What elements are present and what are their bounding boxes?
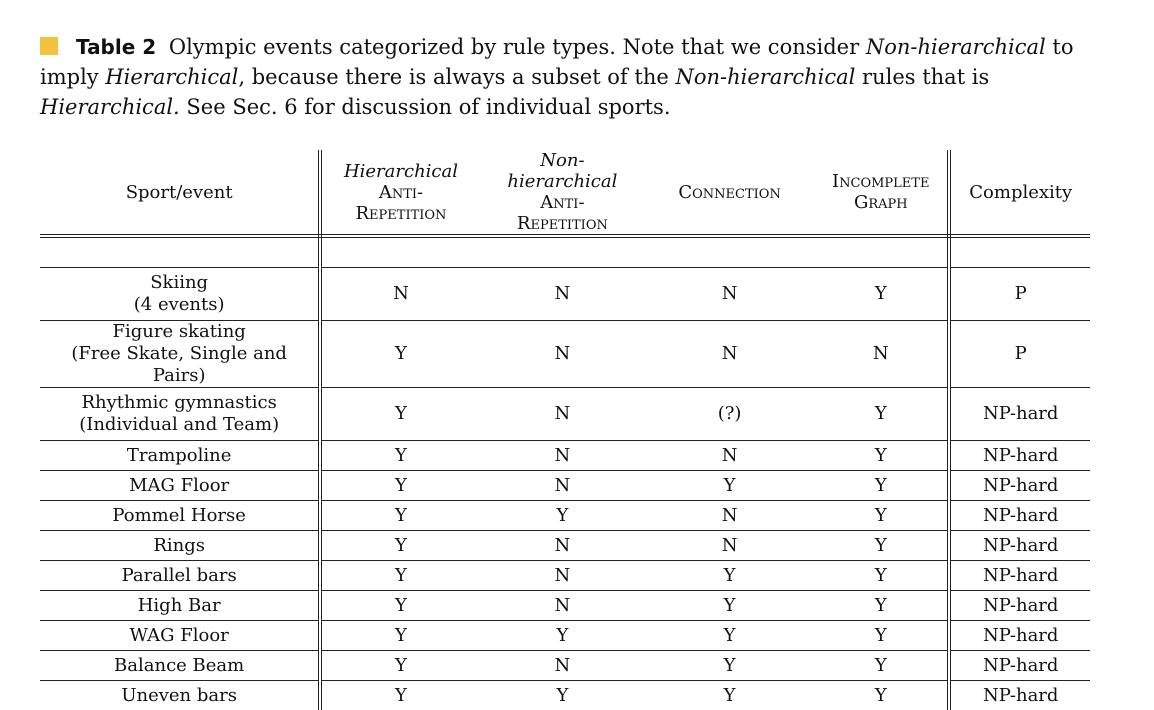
hier-cell: Y (320, 531, 479, 561)
header-non-hierarchical-line3: Repetition (517, 213, 608, 234)
conn-cell: Y (645, 561, 814, 591)
caption-emph-2: Hierarchical (105, 65, 238, 89)
header-hierarchical-line3: Repetition (356, 203, 447, 224)
hier-cell: Y (320, 471, 479, 501)
header-hierarchical-line1: Hierarchical (344, 161, 458, 182)
caption-text-3: , because there is always a subset of the (238, 65, 675, 89)
inc-cell: Y (814, 441, 949, 471)
inc-cell: Y (814, 621, 949, 651)
complexity-cell: NP-hard (949, 531, 1090, 561)
complexity-cell: P (949, 321, 1090, 388)
header-non-hierarchical-line1: Non-hierarchical (507, 150, 617, 192)
nonh-cell: N (480, 321, 646, 388)
caption-marker-icon (40, 37, 58, 55)
table-row (40, 591, 1090, 621)
conn-cell: N (645, 501, 814, 531)
hier-cell: Y (320, 591, 479, 621)
complexity-cell: NP-hard (949, 441, 1090, 471)
nonh-cell: N (480, 651, 646, 681)
sport-cell: MAG Floor (40, 471, 320, 501)
caption-emph-3: Non-hierarchical (675, 65, 855, 89)
complexity-cell: NP-hard (949, 471, 1090, 501)
hier-cell: Y (320, 561, 479, 591)
complexity-cell: NP-hard (949, 561, 1090, 591)
sport-name: Rhythmic gymnastics (81, 392, 276, 413)
nonh-cell: N (480, 388, 646, 441)
header-incomplete-line1: Incomplete (832, 171, 929, 192)
nonh-cell: Y (480, 501, 646, 531)
inc-cell: Y (814, 651, 949, 681)
hier-cell: Y (320, 388, 479, 441)
table-row (40, 681, 1090, 710)
conn-cell: Y (645, 681, 814, 710)
sport-cell (40, 268, 320, 321)
complexity-cell: P (949, 268, 1090, 321)
caption-emph-1: Non-hierarchical (866, 35, 1046, 59)
caption-emph-4: Hierarchical. (40, 95, 180, 119)
table-row (40, 621, 1090, 651)
sport-cell: Uneven bars (40, 681, 320, 710)
sport-cell: Rings (40, 531, 320, 561)
header-non-hierarchical-line2: Anti- (540, 192, 584, 213)
rule-types-table (40, 150, 1090, 710)
inc-cell: N (814, 321, 949, 388)
sport-name: Skiing (150, 272, 208, 293)
sport-cell: Parallel bars (40, 561, 320, 591)
caption-text-4: rules that is (855, 65, 989, 89)
nonh-cell: N (480, 268, 646, 321)
inc-cell: Y (814, 531, 949, 561)
table-label: Table 2 (76, 35, 156, 59)
complexity-cell: NP-hard (949, 681, 1090, 710)
caption-text-1: Olympic events categorized by rule types. Note that we consider (162, 35, 866, 59)
table-row (40, 268, 1090, 321)
conn-cell: Y (645, 621, 814, 651)
hier-cell: N (320, 268, 479, 321)
sport-cell: Balance Beam (40, 651, 320, 681)
header-row (40, 150, 1090, 236)
sport-detail: (Free Skate, Single and Pairs) (71, 343, 287, 386)
conn-cell: N (645, 441, 814, 471)
inc-cell: Y (814, 471, 949, 501)
conn-cell: Y (645, 471, 814, 501)
complexity-cell: NP-hard (949, 501, 1090, 531)
complexity-cell: NP-hard (949, 621, 1090, 651)
conn-cell: N (645, 531, 814, 561)
table-row (40, 388, 1090, 441)
header-hierarchical-line2: Anti- (379, 182, 423, 203)
sport-cell (40, 321, 320, 388)
conn-cell: N (645, 268, 814, 321)
table-row (40, 441, 1090, 471)
header-spacer (40, 236, 1090, 268)
table-caption (40, 32, 1110, 122)
complexity-cell: NP-hard (949, 388, 1090, 441)
hier-cell: Y (320, 651, 479, 681)
inc-cell: Y (814, 561, 949, 591)
header-incomplete-line2: Graph (854, 192, 908, 213)
conn-cell: Y (645, 591, 814, 621)
caption-text-5: See Sec. 6 for discussion of individual sports. (180, 95, 671, 119)
header-complexity: Complexity (949, 150, 1090, 236)
complexity-cell: NP-hard (949, 651, 1090, 681)
sport-cell: Trampoline (40, 441, 320, 471)
inc-cell: Y (814, 501, 949, 531)
header-hierarchical (320, 150, 479, 236)
hier-cell: Y (320, 501, 479, 531)
header-sport: Sport/event (40, 150, 320, 236)
table-row (40, 471, 1090, 501)
conn-cell: N (645, 321, 814, 388)
nonh-cell: Y (480, 681, 646, 710)
header-connection: Connection (645, 150, 814, 236)
inc-cell: Y (814, 681, 949, 710)
inc-cell: Y (814, 388, 949, 441)
sport-cell: High Bar (40, 591, 320, 621)
caption-text-2: to imply (40, 35, 1073, 89)
sport-detail: (4 events) (134, 294, 225, 315)
table-row (40, 321, 1090, 388)
inc-cell: Y (814, 591, 949, 621)
hier-cell: Y (320, 621, 479, 651)
sport-cell: Pommel Horse (40, 501, 320, 531)
hier-cell: Y (320, 321, 479, 388)
nonh-cell: N (480, 591, 646, 621)
sport-cell: WAG Floor (40, 621, 320, 651)
table-row (40, 531, 1090, 561)
conn-cell: (?) (645, 388, 814, 441)
hier-cell: Y (320, 681, 479, 710)
nonh-cell: N (480, 441, 646, 471)
conn-cell: Y (645, 651, 814, 681)
nonh-cell: Y (480, 621, 646, 651)
complexity-cell: NP-hard (949, 591, 1090, 621)
header-incomplete-graph (814, 150, 949, 236)
hier-cell: Y (320, 441, 479, 471)
nonh-cell: N (480, 531, 646, 561)
nonh-cell: N (480, 561, 646, 591)
table-row (40, 651, 1090, 681)
sport-name: Figure skating (112, 321, 245, 342)
sport-cell (40, 388, 320, 441)
inc-cell: Y (814, 268, 949, 321)
nonh-cell: N (480, 471, 646, 501)
header-non-hierarchical (480, 150, 646, 236)
sport-detail: (Individual and Team) (79, 414, 279, 435)
table-row (40, 501, 1090, 531)
table-row (40, 561, 1090, 591)
